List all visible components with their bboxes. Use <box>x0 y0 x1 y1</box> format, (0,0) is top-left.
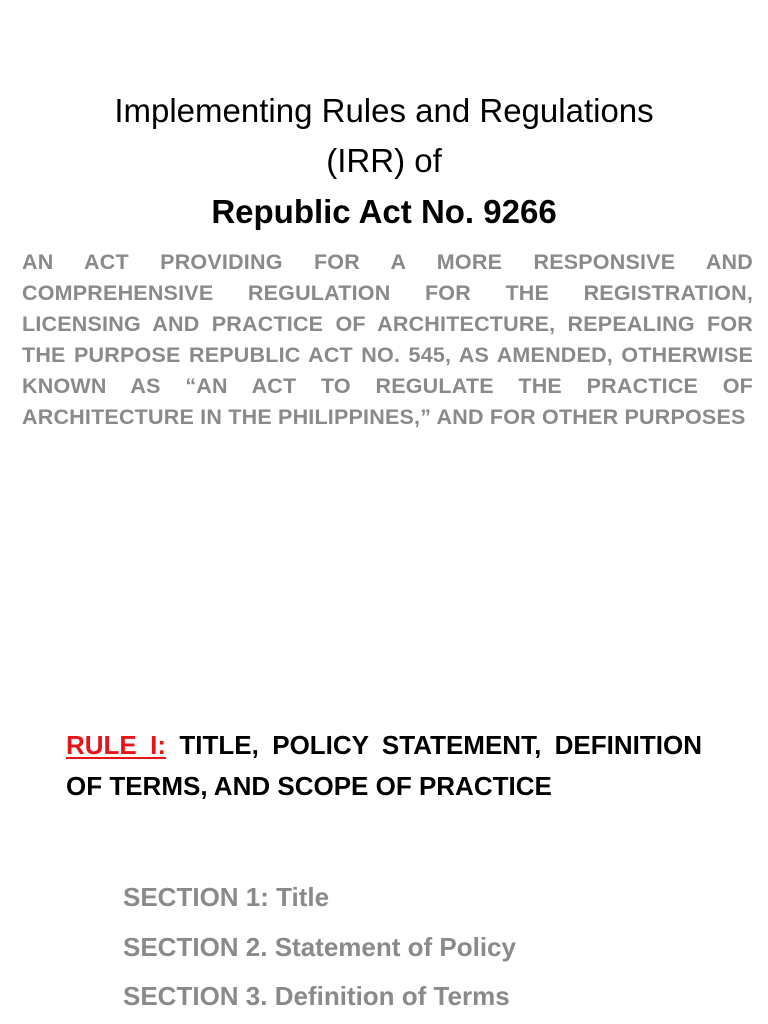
section-list <box>123 873 743 1022</box>
page-title <box>0 86 768 238</box>
rule-heading <box>66 725 702 807</box>
section-item: SECTION 1: Title <box>123 882 330 912</box>
title-line-2: (IRR) of <box>326 142 442 179</box>
section-item: SECTION 2. Statement of Policy <box>123 931 516 962</box>
rule-title: TITLE, POLICY STATEMENT, DEFINITION OF TERMS, AND SCOPE OF PRACTICE <box>66 730 702 801</box>
rule-label: RULE I: <box>66 730 167 760</box>
title-line-1: Implementing Rules and Regulations <box>114 92 654 129</box>
act-description: AN ACT PROVIDING FOR A MORE RESPONSIVE AND COMPREHENSIVE REGULATION FOR THE REGISTRATION, LICENSING AND PRACTICE OF ARCHITECTURE, REPEALING FOR THE PURPOSE REPUBLIC ACT NO. 545, AS AMENDED, OTHERWISE KNOWN AS “AN ACT TO REGULATE THE PRACTICE OF ARCHITECTURE IN THE PHILIPPINES,” AND FOR OTHER PURPOSES <box>22 250 753 429</box>
section-item: SECTION 3. Definition of Terms <box>123 981 510 1011</box>
title-act-number: Republic Act No. 9266 <box>211 193 557 230</box>
